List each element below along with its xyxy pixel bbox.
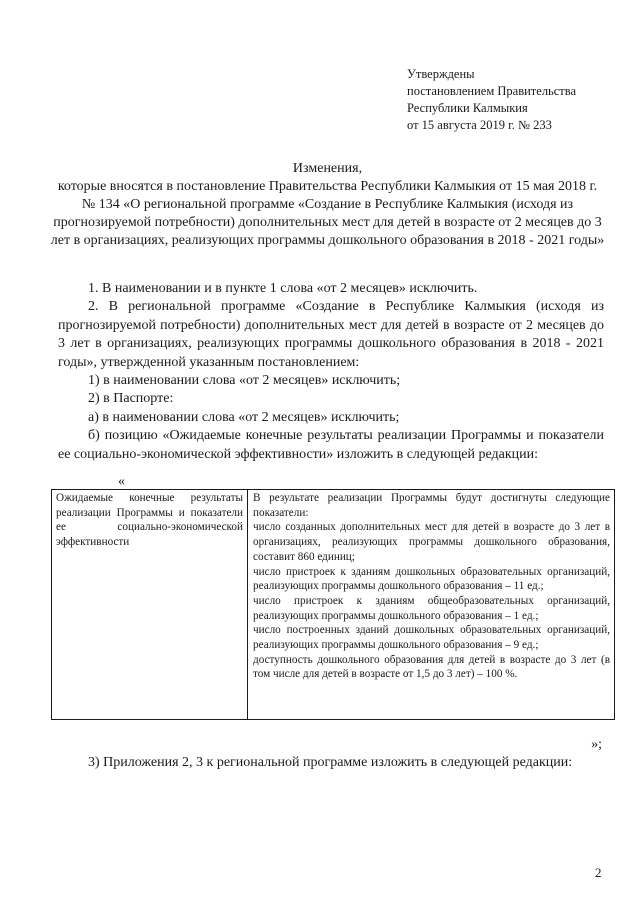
subitem-2: 2) в Паспорте:: [88, 391, 174, 407]
closing-quote: »;: [591, 737, 602, 752]
subitem-a: а) в наименовании слова «от 2 месяцев» исключить;: [88, 409, 400, 425]
page-number: 2: [595, 865, 602, 880]
subitem-b: б) позицию «Ожидаемые конечные результаты реализации Программы и показатели ее социально-экономической эффективности» изложить в следующей редакции:: [58, 428, 604, 462]
approval-line: Республики Калмыкия: [407, 101, 528, 115]
indicator-3: число пристроек к зданиям общеобразовательных организаций, реализующих программы дошкольного образования – 1 ед.;: [253, 594, 610, 622]
approval-line: постановлением Правительства: [407, 84, 577, 98]
indicator-5: доступность дошкольного образования для детей в возрасте до 3 лет (в том числе для детей в возрасте от 1,5 до 3 лет) – 100 %.: [253, 653, 610, 681]
opening-quote: «: [118, 474, 125, 489]
indicator-1: число созданных дополнительных мест для детей в возрасте до 3 лет в организациях, реализующих программы дошкольного образования, составит 860 единиц;: [253, 521, 610, 563]
approval-stamp: [407, 66, 617, 134]
title-heading: Изменения,: [292, 161, 363, 176]
subitem-3: 3) Приложения 2, 3 к региональной программе изложить в следующей редакции:: [88, 755, 573, 770]
results-table: [51, 489, 615, 720]
indicator-4: число построенных зданий дошкольных образовательных организаций, реализующих программы дошкольного образования – 9 ед.;: [253, 624, 610, 652]
indicator-2: число пристроек к зданиям дошкольных образовательных организаций, реализующих программы дошкольного образования – 11 ед.;: [253, 565, 610, 593]
subitem-1: 1) в наименовании слова «от 2 месяцев» исключить;: [88, 373, 401, 389]
paragraph-1: 1. В наименовании и в пункте 1 слова «от 2 месяцев» исключить.: [88, 281, 478, 296]
paragraph-2: 2. В региональной программе «Создание в Республике Калмыкия (исходя из прогнозируемой потребности) дополнительных мест для детей в возрасте от 2 месяцев до 3 лет в организациях, реализующих программы дошкольного образования в 2018 - 2021 годы», утвержденной указанным постановлением:: [58, 299, 604, 370]
amendments-body-continued: [58, 754, 604, 772]
table-value-cell: [248, 490, 614, 719]
approval-line: Утверждены: [407, 67, 475, 81]
approval-line: от 15 августа 2019 г. № 233: [407, 118, 552, 132]
amendments-body: [58, 280, 604, 464]
title-subtitle: которые вносятся в постановление Правительства Республики Калмыкия от 15 мая 2018 г. № 134 «О региональной программе «Создание в Республике Калмыкия (исходя из прогнозируемой потребности) дополнительных мест для детей в возрасте от 2 месяцев до 3 лет в организациях, реализующих программы дошкольного образования в 2018 - 2021 годы»: [50, 179, 605, 248]
table-label-cell: Ожидаемые конечные результаты реализации Программы и показатели ее социально-экономической эффективности: [52, 490, 248, 719]
table-intro: В результате реализации Программы будут достигнуты следующие показатели:: [253, 492, 610, 519]
document-title: [50, 160, 605, 250]
